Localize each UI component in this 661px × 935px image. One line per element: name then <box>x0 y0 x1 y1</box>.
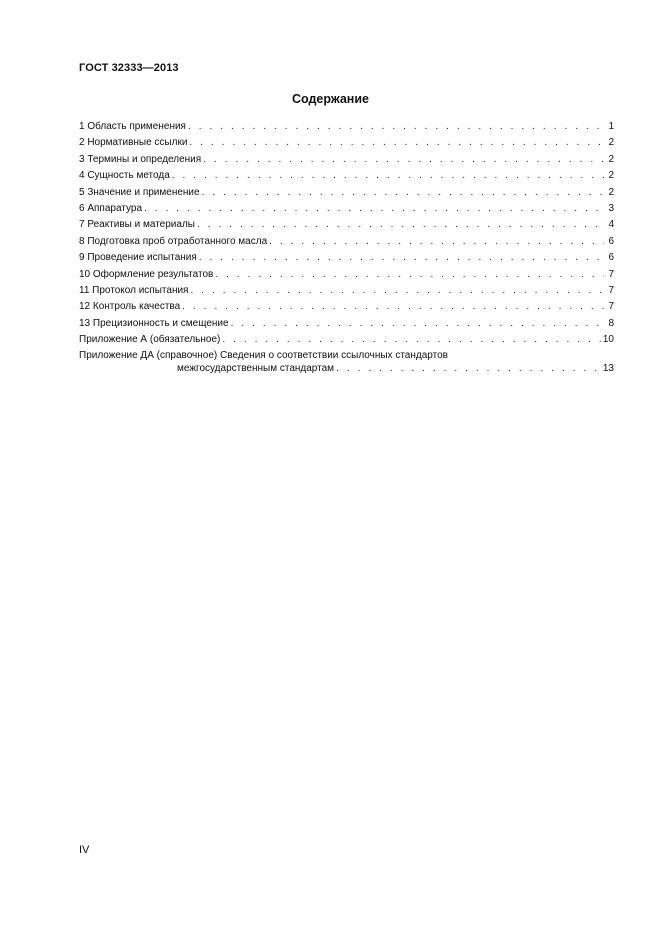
toc-entry[interactable] <box>79 268 614 284</box>
toc-entry-page: 10 <box>602 334 614 346</box>
toc-leader-dots <box>188 120 604 133</box>
toc-entry[interactable] <box>79 169 614 185</box>
toc-entry-label: 8 Подготовка проб отработанного масла <box>79 235 268 247</box>
toc-entry-label: 6 Аппаратура <box>79 202 143 214</box>
toc-entry[interactable] <box>79 218 614 234</box>
toc-title: Содержание <box>291 92 369 106</box>
toc-entry[interactable] <box>79 300 614 316</box>
toc-entry[interactable] <box>79 120 614 136</box>
toc-entry-page: 2 <box>608 137 614 149</box>
toc-leader-dots <box>182 300 604 313</box>
toc-leader-dots <box>269 235 604 248</box>
toc-entry-page: 13 <box>602 363 614 375</box>
toc-entry-annex-da[interactable] <box>79 349 614 362</box>
toc-entry-page: 2 <box>608 170 614 182</box>
toc-entry-label: 4 Сущность метода <box>79 170 170 182</box>
toc-leader-dots <box>222 333 601 346</box>
toc-entry[interactable] <box>79 136 614 152</box>
toc-leader-dots <box>203 153 604 166</box>
toc-entry-label: 2 Нормативные ссылки <box>79 137 188 149</box>
toc-entry-page: 4 <box>608 219 614 231</box>
toc-entry[interactable] <box>79 317 614 333</box>
toc-entry-page: 3 <box>608 202 614 214</box>
toc-entry-page: 2 <box>608 186 614 198</box>
toc-entry-page: 1 <box>608 121 614 132</box>
toc-entry-label: 9 Проведение испытания <box>79 252 197 264</box>
toc-entry-label: 12 Контроль качества <box>79 301 181 313</box>
toc-leader-dots <box>202 186 604 199</box>
toc-entry[interactable] <box>79 251 614 267</box>
toc-entry-page: 6 <box>608 252 614 264</box>
document-code: ГОСТ 32333—2013 <box>79 62 179 74</box>
toc-entry[interactable] <box>79 153 614 169</box>
toc-entry-label: межгосударственным стандартам <box>177 363 335 375</box>
toc-entry-label: 5 Значение и применение <box>79 186 200 198</box>
page-number: IV <box>79 844 90 856</box>
toc-entry-page: 7 <box>608 284 614 296</box>
toc-leader-dots <box>199 251 604 264</box>
toc-leader-dots <box>197 218 604 231</box>
toc-entry-label: 3 Термины и определения <box>79 153 202 165</box>
toc-entry[interactable] <box>79 202 614 218</box>
toc-leader-dots <box>172 169 604 182</box>
toc-leader-dots <box>215 268 604 281</box>
toc-entry[interactable] <box>79 235 614 251</box>
toc-leader-dots <box>189 136 604 149</box>
toc-entry-page: 7 <box>608 268 614 280</box>
toc-entry-label: 11 Протокол испытания <box>79 284 189 296</box>
toc-entry-label: Приложение А (обязательное) <box>79 334 221 346</box>
toc-leader-dots <box>336 362 601 375</box>
toc-leader-dots <box>190 284 604 297</box>
toc-entry-label: 13 Прецизионность и смещение <box>79 317 229 329</box>
toc-leader-dots <box>231 317 604 330</box>
toc-leader-dots <box>144 202 604 215</box>
toc-entry-label: 10 Оформление результатов <box>79 268 214 280</box>
toc-entry[interactable] <box>79 333 614 349</box>
toc-entry-page: 2 <box>608 153 614 165</box>
toc-entry-page: 6 <box>608 235 614 247</box>
toc-entry-annex-da-continuation[interactable] <box>79 362 614 378</box>
toc-entry-page: 7 <box>608 301 614 313</box>
table-of-contents <box>79 120 614 378</box>
toc-entry[interactable] <box>79 284 614 300</box>
toc-entry-label: Приложение ДА (справочное) Сведения о соответствии ссылочных стандартов <box>79 350 448 362</box>
toc-entry-label: 1 Область применения <box>79 121 186 132</box>
toc-entry-label: 7 Реактивы и материалы <box>79 219 195 231</box>
toc-entry[interactable] <box>79 186 614 202</box>
toc-entry-page: 8 <box>608 317 614 329</box>
